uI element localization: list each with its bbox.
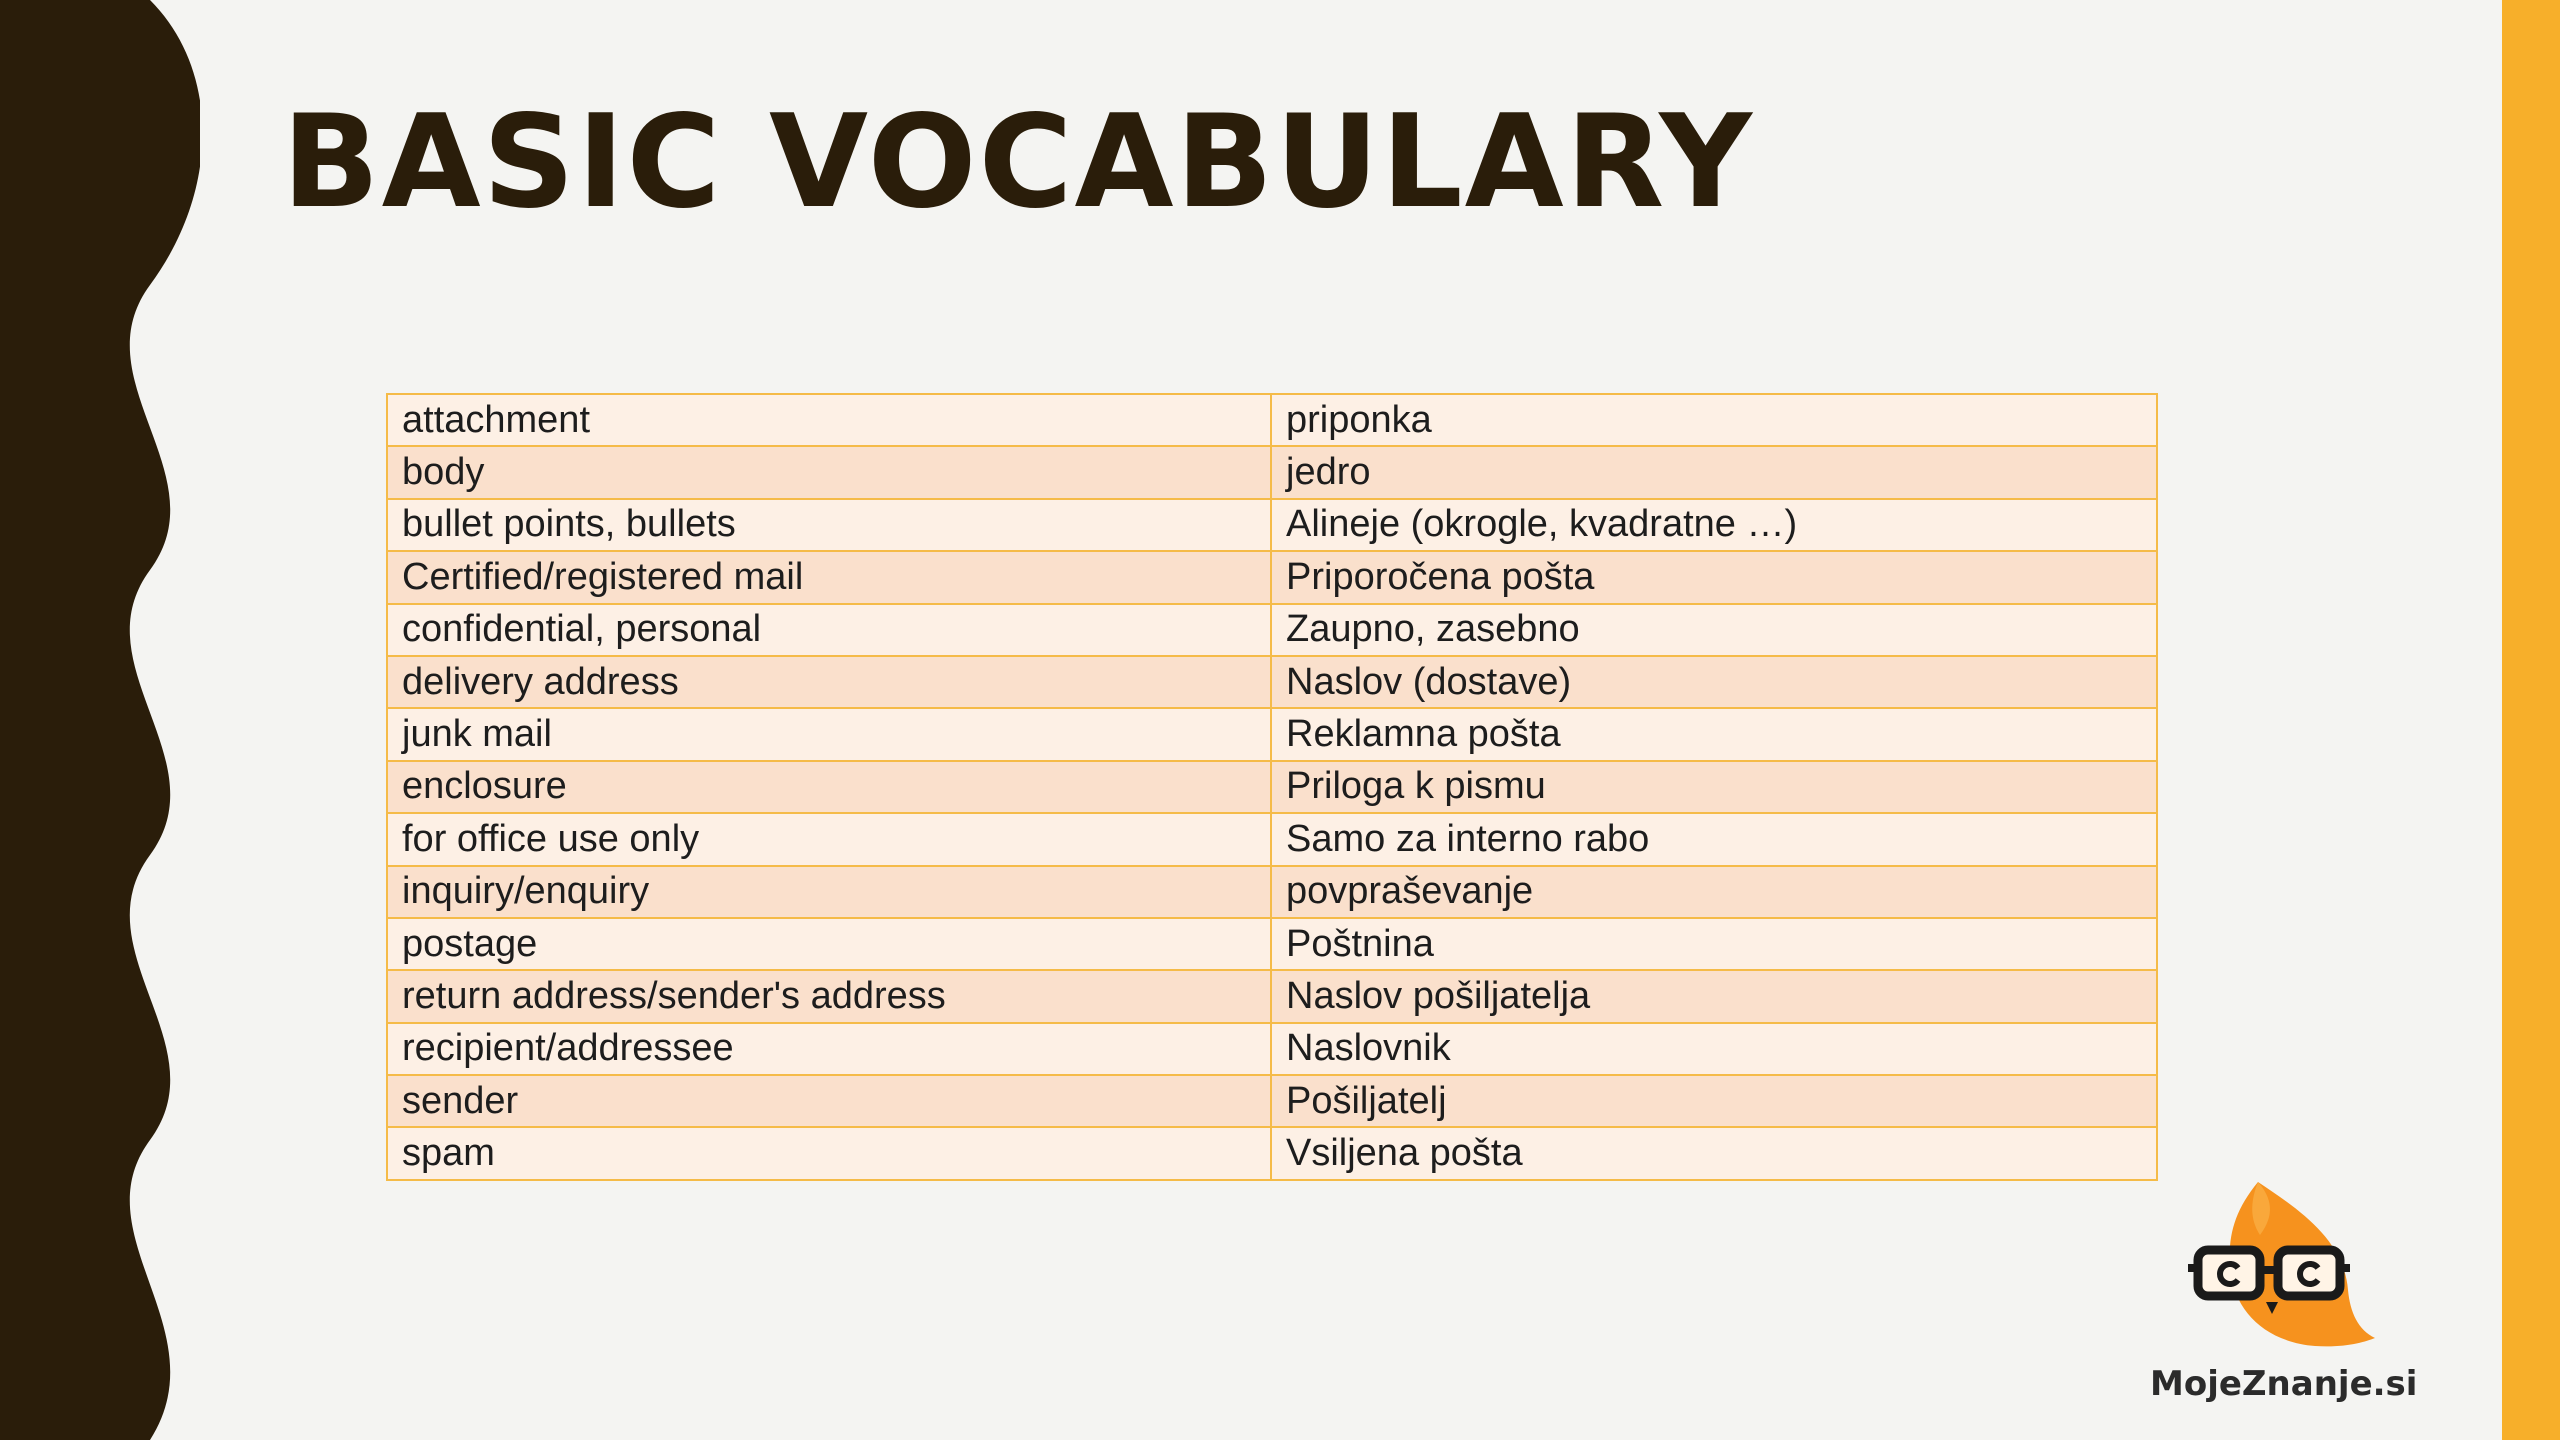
owl-with-glasses-icon — [2180, 1180, 2380, 1360]
slovene-term-cell: Naslov pošiljatelja — [1271, 970, 2157, 1022]
english-term-cell: sender — [387, 1075, 1271, 1127]
wavy-left-band — [0, 0, 200, 1440]
english-term-cell: return address/sender's address — [387, 970, 1271, 1022]
slovene-term-cell: Alineje (okrogle, kvadratne …) — [1271, 499, 2157, 551]
english-term-cell: Certified/registered mail — [387, 551, 1271, 603]
slovene-term-cell: Reklamna pošta — [1271, 708, 2157, 760]
table-row — [387, 551, 2157, 603]
english-term-cell: confidential, personal — [387, 604, 1271, 656]
slovene-term-cell: Vsiljena pošta — [1271, 1127, 2157, 1179]
english-term-cell: postage — [387, 918, 1271, 970]
table-row — [387, 1075, 2157, 1127]
english-term-cell: bullet points, bullets — [387, 499, 1271, 551]
table-row — [387, 970, 2157, 1022]
table-row — [387, 604, 2157, 656]
table-row — [387, 446, 2157, 498]
table-row — [387, 708, 2157, 760]
slovene-term-cell: Samo za interno rabo — [1271, 813, 2157, 865]
slovene-term-cell: Priloga k pismu — [1271, 761, 2157, 813]
table-row — [387, 499, 2157, 551]
table-row — [387, 1023, 2157, 1075]
english-term-cell: junk mail — [387, 708, 1271, 760]
english-term-cell: spam — [387, 1127, 1271, 1179]
english-term-cell: recipient/addressee — [387, 1023, 1271, 1075]
slovene-term-cell: priponka — [1271, 394, 2157, 446]
english-term-cell: enclosure — [387, 761, 1271, 813]
table-row — [387, 656, 2157, 708]
table-row — [387, 813, 2157, 865]
slovene-term-cell: Priporočena pošta — [1271, 551, 2157, 603]
slovene-term-cell: povpraševanje — [1271, 866, 2157, 918]
logo — [2150, 1180, 2418, 1410]
table-row — [387, 866, 2157, 918]
slovene-term-cell: jedro — [1271, 446, 2157, 498]
slovene-term-cell: Naslovnik — [1271, 1023, 2157, 1075]
slovene-term-cell: Zaupno, zasebno — [1271, 604, 2157, 656]
page-title: BASIC VOCABULARY — [282, 88, 1754, 237]
slovene-term-cell: Poštnina — [1271, 918, 2157, 970]
english-term-cell: attachment — [387, 394, 1271, 446]
vocabulary-table-body — [387, 394, 2157, 1180]
english-term-cell: body — [387, 446, 1271, 498]
english-term-cell: inquiry/enquiry — [387, 866, 1271, 918]
vocabulary-table — [386, 393, 2158, 1181]
slovene-term-cell: Naslov (dostave) — [1271, 656, 2157, 708]
english-term-cell: for office use only — [387, 813, 1271, 865]
table-row — [387, 918, 2157, 970]
table-row — [387, 1127, 2157, 1179]
logo-text: MojeZnanje.si — [2150, 1364, 2418, 1404]
english-term-cell: delivery address — [387, 656, 1271, 708]
slovene-term-cell: Pošiljatelj — [1271, 1075, 2157, 1127]
right-accent-bar — [2502, 0, 2560, 1440]
table-row — [387, 394, 2157, 446]
table-row — [387, 761, 2157, 813]
